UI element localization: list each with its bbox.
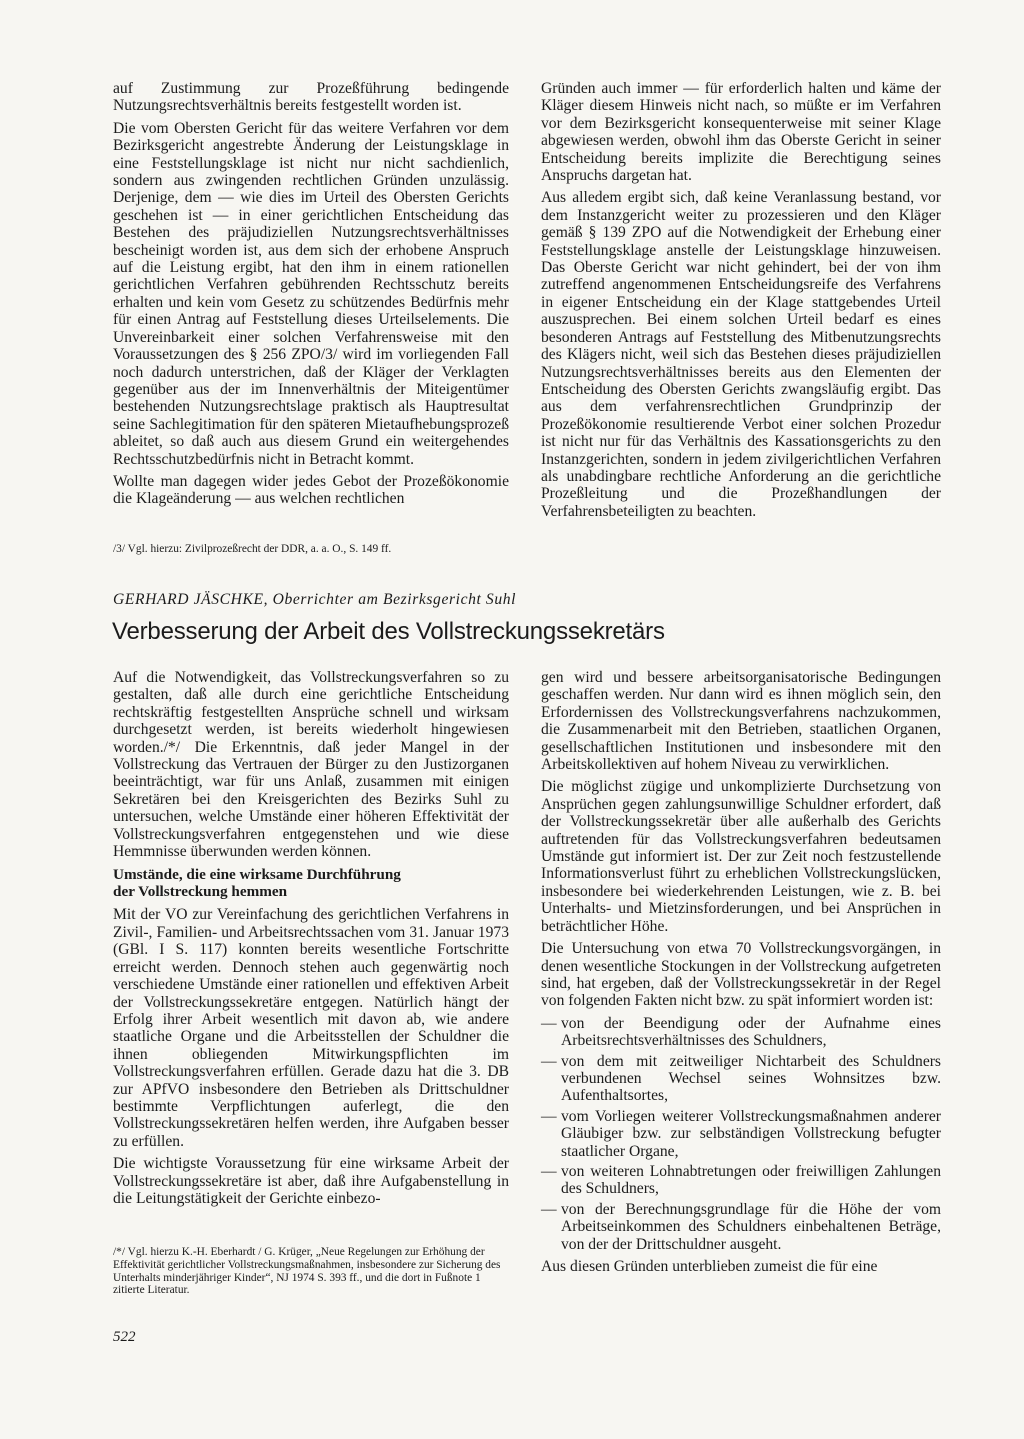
article-title: Verbesserung der Arbeit des Vollstreckungssekretärs — [112, 618, 665, 645]
footnote-text: /*/ Vgl. hierzu K.-H. Eberhardt / G. Krüger, „Neue Regelungen zur Erhöhung der Effektivität gerichtlicher Vollstreckungsmaßnahmen, insbesondere zur Sicherung des Unterhalts minderjähriger Kinder“, NJ 1974 S. 393 ff., und die dort in Fußnote 1 zitierte Literatur. — [113, 1246, 501, 1297]
top-left-column — [113, 80, 509, 513]
list-item: — vom Vorliegen weiterer Vollstreckungsmaßnahmen anderer Gläubiger bzw. zur selbständigen Vollstreckung befugter staatlicher Organe, — [541, 1108, 941, 1160]
footnote-3 — [113, 543, 509, 556]
paragraph: Die möglichst zügige und unkomplizierte Durchsetzung von Ansprüchen gegen zahlungsunwillige Schuldner erfordert, daß der Vollstreckungssekretär über alle außerhalb des Gerichts auftretenden für das Vollstreckungsverfahren bedeutsamen Umstände gut informiert ist. Der zur Zeit noch festzustellende Informationsverlust führt zu erheblichen Vollstreckungslücken, insbesondere bei wiederkehrenden Leistungen, wie z. B. bei Unterhalts- und Mietzinsforderungen, und bei Ansprüchen in beträchtlicher Höhe. — [541, 778, 941, 935]
paragraph: Auf die Notwendigkeit, das Vollstreckungsverfahren so zu gestalten, daß alle durch eine gerichtliche Entscheidung rechtskräftig festgestellten Ansprüche schnell und wirksam durchgesetzt werden, ist bereits wiederholt hingewiesen worden./*/ Die Erkenntnis, daß jeder Mangel in der Vollstreckung das Vertrauen der Bürger zu den Justizorganen beeinträchtigt, war für uns Anlaß, zusammen mit einigen Sekretären bei den Kreisgerichten des Bezirks Suhl zu untersuchen, welche Umstände einer höheren Effektivität der Vollstreckungsverfahren entgegenstehen und wie diese Hemmnisse überwunden werden können. — [113, 669, 509, 861]
article-right-column — [541, 669, 941, 1280]
paragraph: Die vom Obersten Gericht für das weitere Verfahren vor dem Bezirksgericht angestrebte Änderung der Leistungsklage in eine Feststellungsklage ist nicht nur nicht sachdienlich, sondern aus zwingenden rechtlichen Gründen unzulässig. Derjenige, dem — wie dies im Urteil des Obersten Gerichts geschehen ist — in einer gerichtlichen Entscheidung das Bestehen des präjudiziellen Nutzungsrechtsverhältnisses bescheinigt worden ist, aus dem sich der erhobene Anspruch auf die Leistung ergibt, hat den ihm in einem rationellen gerichtlichen Verfahren gebührenden Rechtsschutz bereits erhalten und kein vom Gesetz zu schützendes Bedürfnis mehr für einen Antrag auf Feststellung dieses Urteilselements. Die Unvereinbarkeit einer solchen Verfahrensweise mit den Voraussetzungen des § 256 ZPO/3/ wird im vorliegenden Fall noch dadurch unterstrichen, daß der Kläger der Verklagten gegenüber aus der im Innenverhältnis der Miteigentümer bestehenden Nutzungsrechtslage praktisch als Hauptresultat seine Sachlegitimation für den späteren Mietaufhebungsprozeß ableitet, so daß auch aus diesem Grund ein weitergehendes Rechtsschutzbedürfnis nicht in Betracht kommt. — [113, 119, 509, 468]
list-item: — von der Beendigung oder der Aufnahme eines Arbeitsrechtsverhältnisses des Schuldners, — [541, 1015, 941, 1050]
fact-list — [541, 1015, 941, 1253]
paragraph: gen wird und bessere arbeitsorganisatorische Bedingungen geschaffen werden. Nur dann wird es ihnen möglich sein, den Erfordernissen des Vollstreckungsverfahrens nachzukommen, die Zusammenarbeit mit den Betrieben, staatlichen Organen, gesellschaftlichen Institutionen und insbesondere mit den Arbeitskollektiven auf hohem Niveau zu verwirklichen. — [541, 669, 941, 774]
paragraph: Aus alledem ergibt sich, daß keine Veranlassung bestand, vor dem Instanzgericht weiter zu prozessieren und den Kläger gemäß § 139 ZPO auf die Notwendigkeit der Erhebung einer Feststellungsklage anstelle der Leistungsklage hinzuweisen. Das Oberste Gericht war nicht gehindert, bei der von ihm zutreffend angenommenen Entscheidungsreife des Verfahrens in eigener Entscheidung ein der Klage stattgebendes Urteil auszusprechen. Bei einem solchen Urteil bedarf es eines besonderen Antrags auf Feststellung des Mitbenutzungsrechts des Klägers nicht, weil sich das Bestehen dieses präjudiziellen Nutzungsrechtsverhältnisses bereits aus den Elementen der Entscheidung des Obersten Gerichts zwangsläufig ergibt. Das aus dem verfahrensrechtlichen Grundprinzip der Prozeßökonomie resultierende Verbot einer solchen Prozedur ist nicht nur für das Verhältnis des Kassationsgerichts zu den Instanzgerichten, sondern in jedem zivilgerichtlichen Verfahren als unabdingbare rechtliche Anforderung an die gerichtliche Prozeßleitung und die Prozeßhandlungen der Verfahrensbeteiligten zu beachten. — [541, 189, 941, 520]
footnote-text: /3/ Vgl. hierzu: Zivilprozeßrecht der DDR, a. a. O., S. 149 ff. — [113, 543, 392, 555]
section-heading-line-1: Umstände, die eine wirksame Durchführung — [113, 866, 401, 884]
paragraph: Aus diesen Gründen unterblieben zumeist die für eine — [541, 1258, 878, 1275]
footnote-star — [113, 1246, 509, 1297]
top-right-column — [541, 80, 941, 525]
list-item: — von dem mit zeitweiliger Nichtarbeit des Schuldners verbundenen Wechsel seines Wohnsitzes bzw. Aufenthaltsortes, — [541, 1053, 941, 1105]
section-heading — [113, 866, 509, 900]
paragraph: Mit der VO zur Vereinfachung des gerichtlichen Verfahrens in Zivil-, Familien- und Arbeitsrechtssachen vom 31. Januar 1973 (GBl. I S. 117) konnten bereits wesentliche Fortschritte erreicht werden. Dennoch stehen auch gegenwärtig noch verschiedene Umstände einer rationellen und effektiven Arbeit der Vollstreckungssekretäre entgegen. Natürlich hängt der Erfolg ihrer Arbeit wesentlich mit davon ab, wie andere staatliche Organe und die Arbeitsstellen der Schuldner die ihnen obliegenden Mitwirkungspflichten im Vollstreckungsverfahren erfüllen. Gerade dazu hat die 3. DB zur APfVO insbesondere den Betrieben als Drittschuldner bestimmte Verpflichtungen auferlegt, die den Vollstreckungssekretären helfen werden, ihre Aufgaben besser zu erfüllen. — [113, 906, 509, 1150]
paragraph: auf Zustimmung zur Prozeßführung bedingende Nutzungsrechtsverhältnis bereits festgestellt worden ist. — [113, 80, 509, 115]
article-byline: GERHARD JÄSCHKE, Oberrichter am Bezirksgericht Suhl — [113, 591, 517, 608]
page-number: 522 — [113, 1329, 136, 1345]
list-item: — von weiteren Lohnabtretungen oder freiwilligen Zahlungen des Schuldners, — [541, 1163, 941, 1198]
paragraph: Gründen auch immer — für erforderlich halten und käme der Kläger diesem Hinweis nicht nach, so müßte er im Verfahren vor dem Bezirksgericht konsequenterweise mit seiner Klage abgewiesen werden, obwohl ihm das Oberste Gericht in seiner Entscheidung bereits implizite die Berechtigung seines Anspruchs dargetan hat. — [541, 80, 941, 185]
list-item: — von der Berechnungsgrundlage für die Höhe der vom Arbeitseinkommen des Schuldners einbehaltenen Beträge, von der der Drittschuldner ausgeht. — [541, 1201, 941, 1253]
section-heading-line-2: der Vollstreckung hemmen — [113, 883, 288, 901]
paragraph: Die wichtigste Voraussetzung für eine wirksame Arbeit der Vollstreckungssekretäre ist aber, daß ihre Aufgabenstellung in die Leitungstätigkeit der Gerichte einbezo- — [113, 1155, 509, 1207]
paragraph: Wollte man dagegen wider jedes Gebot der Prozeßökonomie die Klageänderung — aus welchen rechtlichen — [113, 472, 509, 508]
paragraph: Die Untersuchung von etwa 70 Vollstreckungsvorgängen, in denen wesentliche Stockungen in der Vollstreckung aufgetreten sind, hat ergeben, daß der Vollstreckungssekretär in der Regel von folgenden Fakten nicht bzw. zu spät informiert worden ist: — [541, 940, 941, 1010]
article-left-column — [113, 669, 509, 1212]
